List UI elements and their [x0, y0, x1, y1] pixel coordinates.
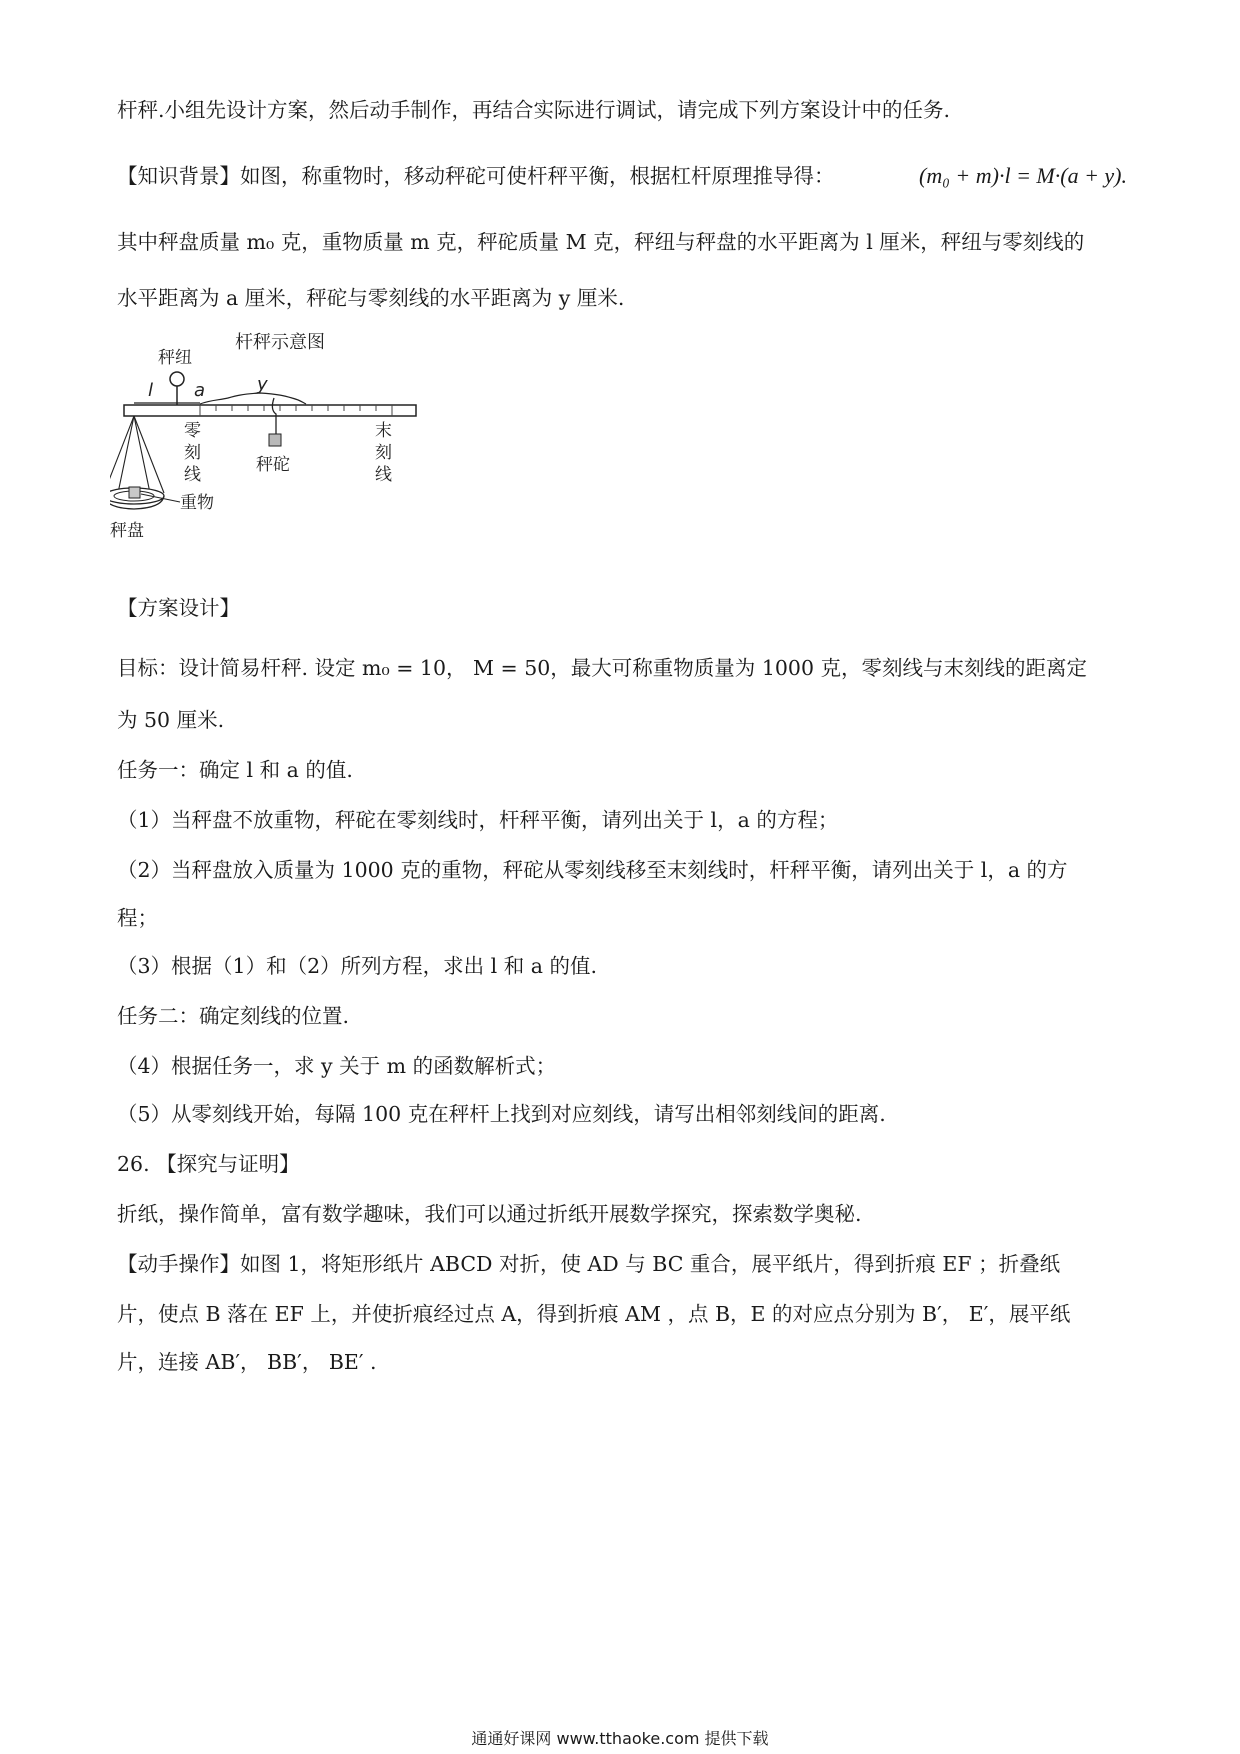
end-line-char-2: 刻 — [375, 443, 392, 463]
text-line-8: 任务一：确定 l 和 a 的值. — [117, 758, 353, 782]
zero-line-char-3: 线 — [184, 465, 201, 485]
text-line-16: 26. 【探究与证明】 — [117, 1152, 300, 1176]
text-line-19: 片，使点 B 落在 EF 上，并使折痕经过点 A，得到折痕 AM ，点 B，E 的对应点分别为 B′， E′，展平纸 — [117, 1302, 1071, 1326]
text-line-7: 为 50 厘米. — [117, 708, 225, 732]
text-line-2 — [117, 162, 1127, 190]
weight-block — [269, 434, 281, 446]
zero-line-char-2: 刻 — [184, 443, 201, 463]
a-label: a — [194, 380, 206, 401]
l-label: l — [148, 380, 154, 401]
knob-label: 秤纽 — [158, 348, 192, 368]
text-line-13: 任务二：确定刻线的位置. — [117, 1004, 350, 1028]
text-line-3: 其中秤盘质量 m₀ 克，重物质量 m 克，秤砣质量 M 克，秤纽与秤盘的水平距离为 l 厘米，秤纽与零刻线的 — [117, 230, 1085, 254]
text-line-18: 【动手操作】如图 1，将矩形纸片 ABCD 对折，使 AD 与 BC 重合，展平纸片，得到折痕 EF ；折叠纸 — [117, 1252, 1061, 1276]
text-line-12: （3）根据（1）和（2）所列方程，求出 l 和 a 的值. — [117, 954, 597, 978]
end-line-char-3: 线 — [375, 465, 392, 485]
text-line-4: 水平距离为 a 厘米，秤砣与零刻线的水平距离为 y 厘米. — [117, 286, 625, 310]
text-line-10: （2）当秤盘放入质量为 1000 克的重物，秤砣从零刻线移至末刻线时，杆秤平衡，请列出关于 l，a 的方 — [117, 858, 1068, 882]
steelyard-bar — [124, 405, 416, 416]
text-line-5: 【方案设计】 — [117, 596, 240, 620]
object-label: 重物 — [180, 493, 214, 513]
text-line-15: （5）从零刻线开始，每隔 100 克在秤杆上找到对应刻线，请写出相邻刻线间的距离. — [117, 1102, 886, 1126]
text-line-17: 折纸，操作简单，富有数学趣味，我们可以通过折纸开展数学探究，探索数学奥秘. — [117, 1202, 862, 1226]
end-line-char-1: 末 — [375, 421, 392, 441]
weight-label: 秤砣 — [256, 455, 290, 475]
knob-circle — [170, 372, 184, 386]
knowledge-background: 【知识背景】如图，称重物时，移动秤砣可使杆秤平衡，根据杠杆原理推导得： — [117, 164, 835, 188]
text-line-9: （1）当秤盘不放重物，秤砣在零刻线时，杆秤平衡，请列出关于 l，a 的方程； — [117, 808, 839, 832]
text-line-14: （4）根据任务一，求 y 关于 m 的函数解析式； — [117, 1054, 557, 1078]
y-brace — [200, 393, 306, 404]
text-line-6: 目标：设计简易杆秤. 设定 m₀ = 10， M = 50，最大可称重物质量为 1000 克，零刻线与末刻线的距离定 — [117, 656, 1088, 680]
lever-formula: (m₀ + m)·l = M·(a + y). — [919, 163, 1127, 188]
y-label: y — [257, 374, 268, 395]
text-line-11: 程； — [117, 906, 158, 930]
zero-line-char-1: 零 — [184, 421, 201, 441]
pan-label: 秤盘 — [110, 521, 144, 541]
page-footer: 通通好课网 www.tthaoke.com 提供下载 — [471, 1729, 769, 1748]
pan-strings — [110, 416, 164, 493]
diagram-title: 杆秤示意图 — [235, 332, 325, 353]
object-block — [129, 487, 140, 498]
steelyard-diagram — [110, 332, 470, 577]
text-line-1: 杆秤.小组先设计方案，然后动手制作，再结合实际进行调试，请完成下列方案设计中的任务. — [117, 98, 951, 122]
text-line-20: 片，连接 AB′， BB′， BE′ . — [117, 1350, 377, 1374]
